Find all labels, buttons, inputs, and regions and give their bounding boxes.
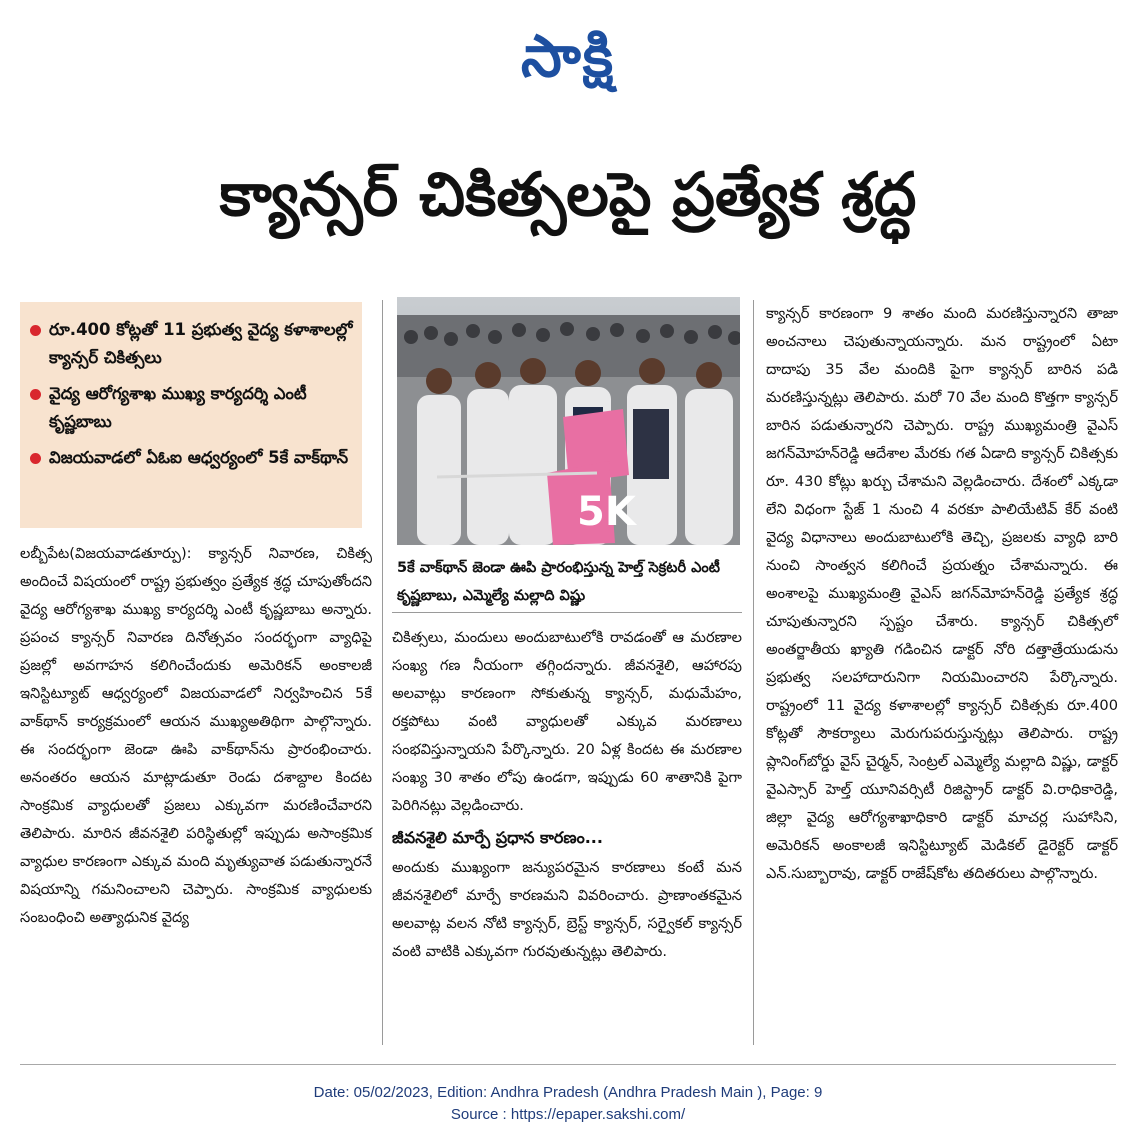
red-bullet-icon — [30, 389, 41, 400]
column-divider — [382, 300, 383, 1045]
red-bullet-icon — [30, 325, 41, 336]
article-column-1 — [20, 540, 372, 932]
article-paragraph: అందుకు ముఖ్యంగా జన్యుపరమైన కారణాలు కంటే మన జీవనశైలిలో మార్పే కారణమని వివరించారు. ప్రాణాంతకమైన అలవాట్ల వలన నోటి క్యాన్సర్, బ్రెస్ట్ క్యాన్సర్, సర్వైకల్ క్యాన్సర్ వంటి వాటికి ఎక్కువగా గురవుతున్నట్లు తెలిపారు. — [392, 859, 742, 960]
walkathon-photo — [397, 297, 740, 545]
article-paragraph: లబ్బీపేట(విజయవాడతూర్పు): క్యాన్సర్ నివారణ, చికిత్స అందించే విషయంలో రాష్ట్ర ప్రభుత్వం ప్రత్యేక శ్రద్ధ చూపుతోందని వైద్య ఆరోగ్యశాఖ ముఖ్య కార్యదర్శి ఎంటీ కృష్ణబాబు అన్నారు. ప్రపంచ క్యాన్సర్ నివారణ దినోత్సవం సందర్భంగా వ్యాధిపై ప్రజల్లో అవగాహన కలిగించేందుకు అమెరికన్ అంకాలజీ ఇనిస్టిట్యూట్ ఆధ్వర్యంలో విజయవాడలో నిర్వహించిన 5కే వాక్‌థాన్ కార్యక్రమంలో ఆయన ముఖ్యఅతిథిగా పాల్గొన్నారు. ఈ సందర్భంగా జెండా ఊపి వాక్‌థాన్‌ను ప్రారంభించారు. అనంతరం ఆయన మాట్లాడుతూ రెండు దశాబ్దాల కిందట సాంక్రమిక వ్యాధులతో ప్రజలు ఎక్కువగా మరణించేవారని తెలిపారు. మారిన జీవనశైలి పరిస్థితుల్లో ఇప్పుడు అసాంక్రమిక వ్యాధుల కారణంగా ఎక్కువ మంది మృత్యువాత పడుతున్నారనే విషయాన్ని గమనించాలని చెప్పారు. సాంక్రమిక వ్యాధులకు సంబంధించి అత్యాధునిక వైద్య — [20, 545, 372, 926]
column-divider — [753, 300, 754, 1045]
highlight-item — [30, 380, 354, 436]
red-bullet-icon — [30, 453, 41, 464]
article-paragraph: క్యాన్సర్ కారణంగా 9 శాతం మంది మరణిస్తున్నారని తాజా అంచనాలు చెపుతున్నాయన్నారు. మన రాష్ట్రంలో ఏటా దాదాపు 35 వేల మందికి పైగా క్యాన్సర్ బారిన పడి మరణిస్తున్నట్లు తెలిపారు. మరో 70 వేల మంది కొత్తగా క్యాన్సర్ బారిన పడుతున్నారని చెప్పారు. రాష్ట్ర ముఖ్యమంత్రి వైఎస్ జగన్‌మోహన్‌రెడ్డి ఆదేశాల మేరకు గత ఏడాది క్యాన్సర్ చికిత్సకు రూ. 430 కోట్లు ఖర్చు చేశామని వెల్లడించారు. దేశంలో ఎక్కడా లేని విధంగా స్టేజ్ 1 నుంచి 4 వరకూ పాలియేటివ్ కేర్ వంటి వైద్య విధానాలు అందుబాటులోకి తెచ్చి, ప్రజలకు వ్యాధి బారి నుంచి సాంత్వన కలిగించే ప్రయత్నం చేశామన్నారు. ఈ అంశాలపై ముఖ్యమంత్రి వైఎస్ జగన్‌మోహన్‌రెడ్డి ప్రత్యేక శ్రద్ధ చూపుతున్నారని స్పష్టం చేశారు. క్యాన్సర్ చికిత్సలో అంతర్జాతీయ ఖ్యాతి గడించిన డాక్టర్ నోరి దత్తాత్రేయుడును ప్రభుత్వ సలహాదారునిగా నియమించారని పేర్కొన్నారు. రాష్ట్రంలో 11 వైద్య కళాశాలల్లో క్యాన్సర్ చికిత్సకు రూ.400 కోట్లతో సౌకర్యాలు మెరుగుపరుస్తున్నట్లు తెలిపారు. రాష్ట్ర ప్లానింగ్‌బోర్డు వైస్ చైర్మన్, సెంట్రల్ ఎమ్మెల్యే మల్లాది విష్ణు, డాక్టర్ వైఎస్సార్ హెల్త్ యూనివర్సిటీ రిజిస్ట్రార్ డాక్టర్ వి.రాధికారెడ్డి, జిల్లా వైద్య ఆరోగ్యశాఖాధికారి డాక్టర్ మాచర్ల సుహాసిని, అమెరికన్ అంకాలజీ ఇనిస్టిట్యూట్ మెడికల్ డైరెక్టర్ డాక్టర్ ఎన్.సుబ్బారావు, డాక్టర్ రాజేష్‌కోట తదితరులు పాల్గొన్నారు. — [766, 305, 1118, 882]
article-headline: క్యాన్సర్ చికిత్సలపై ప్రత్యేక శ్రద్ధ — [219, 160, 917, 230]
article-column-2 — [392, 624, 742, 966]
source-link[interactable]: Source : https://epaper.sakshi.com/ — [450, 1106, 686, 1123]
flag-text: 5K — [577, 489, 636, 535]
highlight-text: రూ.400 కోట్లతో 11 ప్రభుత్వ వైద్య కళాశాలల్లో క్యాన్సర్ చికిత్సలు — [49, 320, 353, 367]
caption-rule — [392, 612, 742, 613]
highlight-text: విజయవాడలో ఏఓఐ ఆధ్వర్యంలో 5కే వాక్‌థాన్ — [49, 448, 349, 467]
section-subheading: జీవనశైలి మార్పే ప్రధాన కారణం... — [392, 828, 603, 847]
highlight-item — [30, 444, 354, 472]
photo-caption: 5కే వాక్‌థాన్ జెండా ఊపి ప్రారంభిస్తున్న హెల్త్ సెక్రటరీ ఎంటీ కృష్ణబాబు, ఎమ్మెల్యే మల్లాది విష్ణు — [397, 560, 720, 604]
highlight-text: వైద్య ఆరోగ్యశాఖ ముఖ్య కార్యదర్శి ఎంటీ కృష్ణబాబు — [49, 384, 307, 431]
highlight-item — [30, 316, 354, 372]
footer-rule — [20, 1064, 1116, 1065]
edition-info: Date: 05/02/2023, Edition: Andhra Pradesh (Andhra Pradesh Main ), Page: 9 — [313, 1084, 823, 1101]
newspaper-masthead-logo: సాక్షి — [520, 22, 616, 90]
highlights-box — [20, 302, 362, 528]
article-column-3 — [766, 300, 1118, 888]
article-paragraph: చికిత్సలు, మందులు అందుబాటులోకి రావడంతో ఆ మరణాల సంఖ్య గణ నీయంగా తగ్గిందన్నారు. జీవనశైలి, ఆహారపు అలవాట్లు కారణంగా సోకుతున్న క్యాన్సర్, మధుమేహం, రక్తపోటు వంటి వ్యాధులతో ఎక్కువ మరణాలు సంభవిస్తున్నాయని పేర్కొన్నారు. 20 ఏళ్ల కిందట ఈ మరణాల సంఖ్య 30 శాతం లోపు ఉండగా, ఇప్పుడు 60 శాతానికి పైగా పెరిగినట్లు వెల్లడించారు. — [392, 629, 743, 814]
